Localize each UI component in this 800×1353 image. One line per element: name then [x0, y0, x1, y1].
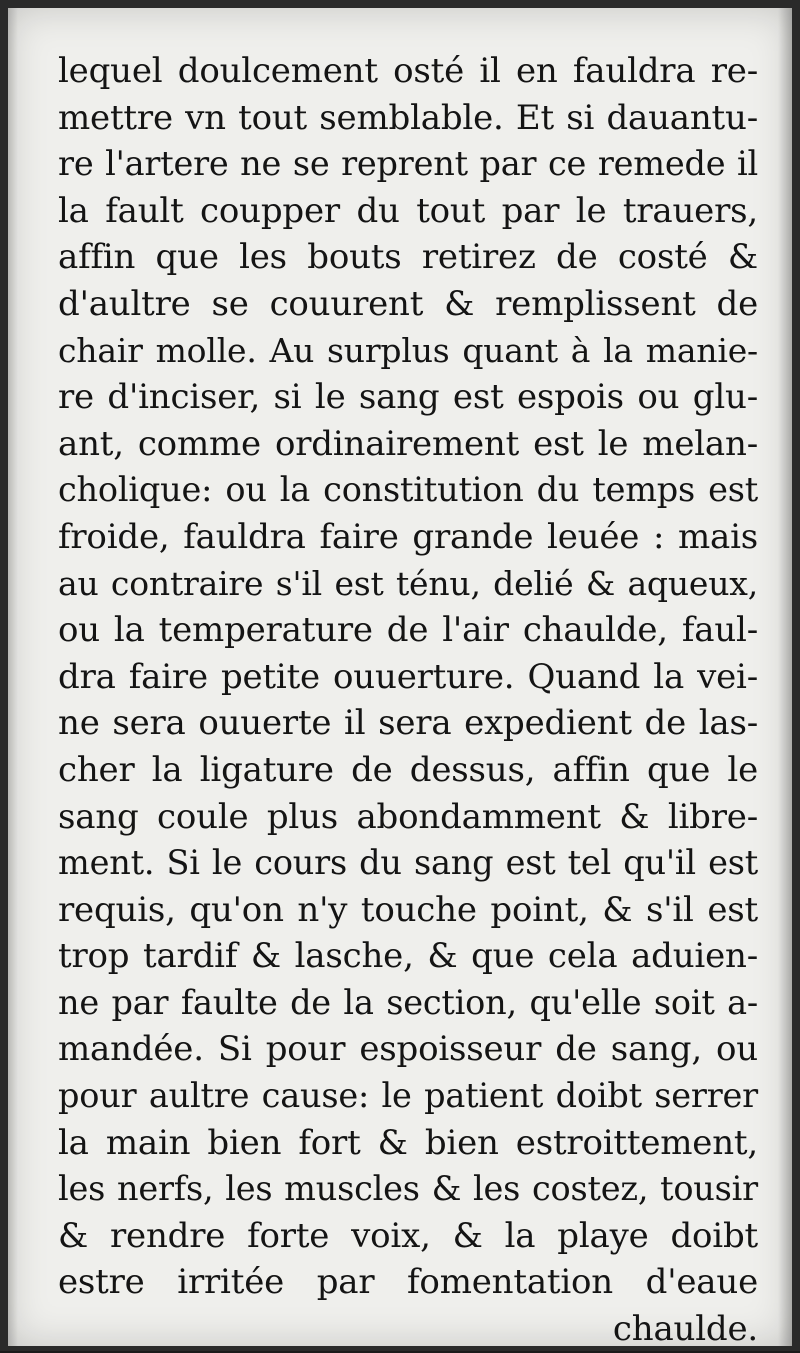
- text-line: affin que les bouts retirez de costé &: [58, 237, 758, 278]
- body-text: [58, 48, 758, 1353]
- text-line: cholique: ou la constitution du temps est: [58, 470, 758, 510]
- text-line: re d'inciser, si le sang est espois ou glu-: [58, 377, 758, 418]
- text-line: trop tardif & lasche, & que cela aduien-: [58, 936, 758, 977]
- text-line: ne sera ouuerte il sera expedient de las-: [58, 703, 758, 744]
- text-line: dra faire petite ouuerture. Quand la vei-: [58, 656, 758, 697]
- text-line: ou la temperature de l'air chaulde, faul-: [58, 610, 758, 651]
- text-line: cher la ligature de dessus, affin que le: [58, 749, 758, 790]
- page-left-edge-shadow: [8, 8, 18, 1346]
- text-line: ment. Si le cours du sang est tel qu'il est: [58, 843, 758, 883]
- text-line: & rendre forte voix, & la playe doibt: [58, 1215, 758, 1256]
- text-line: estre irritée par fomentation d'eaue: [58, 1262, 758, 1303]
- text-line: chair molle. Au surplus quant à la manie-: [58, 330, 758, 370]
- text-line: ne par faulte de la section, qu'elle soit a-: [58, 982, 758, 1022]
- text-line: les nerfs, les muscles & les costez, tousir: [58, 1169, 758, 1209]
- text-line: requis, qu'on n'y touche point, & s'il est: [58, 889, 758, 930]
- book-page: [8, 8, 792, 1350]
- text-line: au contraire s'il est ténu, delié & aqueux,: [58, 563, 758, 603]
- catchword: chaulde.: [612, 1309, 758, 1350]
- text-line: la main bien fort & bien estroittement,: [58, 1122, 758, 1163]
- text-line: ant, comme ordinairement est le melan-: [58, 423, 758, 464]
- text-line: sang coule plus abondamment & libre-: [58, 796, 758, 837]
- text-line: d'aultre se couurent & remplissent de: [58, 283, 758, 324]
- text-line: lequel doulcement osté il en fauldra re-: [58, 51, 758, 91]
- text-line: froide, fauldra faire grande leuée : mais: [58, 516, 758, 557]
- text-line: pour aultre cause: le patient doibt serrer: [58, 1076, 758, 1116]
- page-right-edge-shadow: [778, 8, 792, 1346]
- text-line: la fault coupper du tout par le trauers,: [58, 190, 758, 231]
- text-line: mandée. Si pour espoisseur de sang, ou: [58, 1029, 758, 1070]
- text-line: re l'artere ne se reprent par ce remede il: [58, 144, 758, 184]
- text-line: mettre vn tout semblable. Et si dauantu-: [58, 97, 758, 138]
